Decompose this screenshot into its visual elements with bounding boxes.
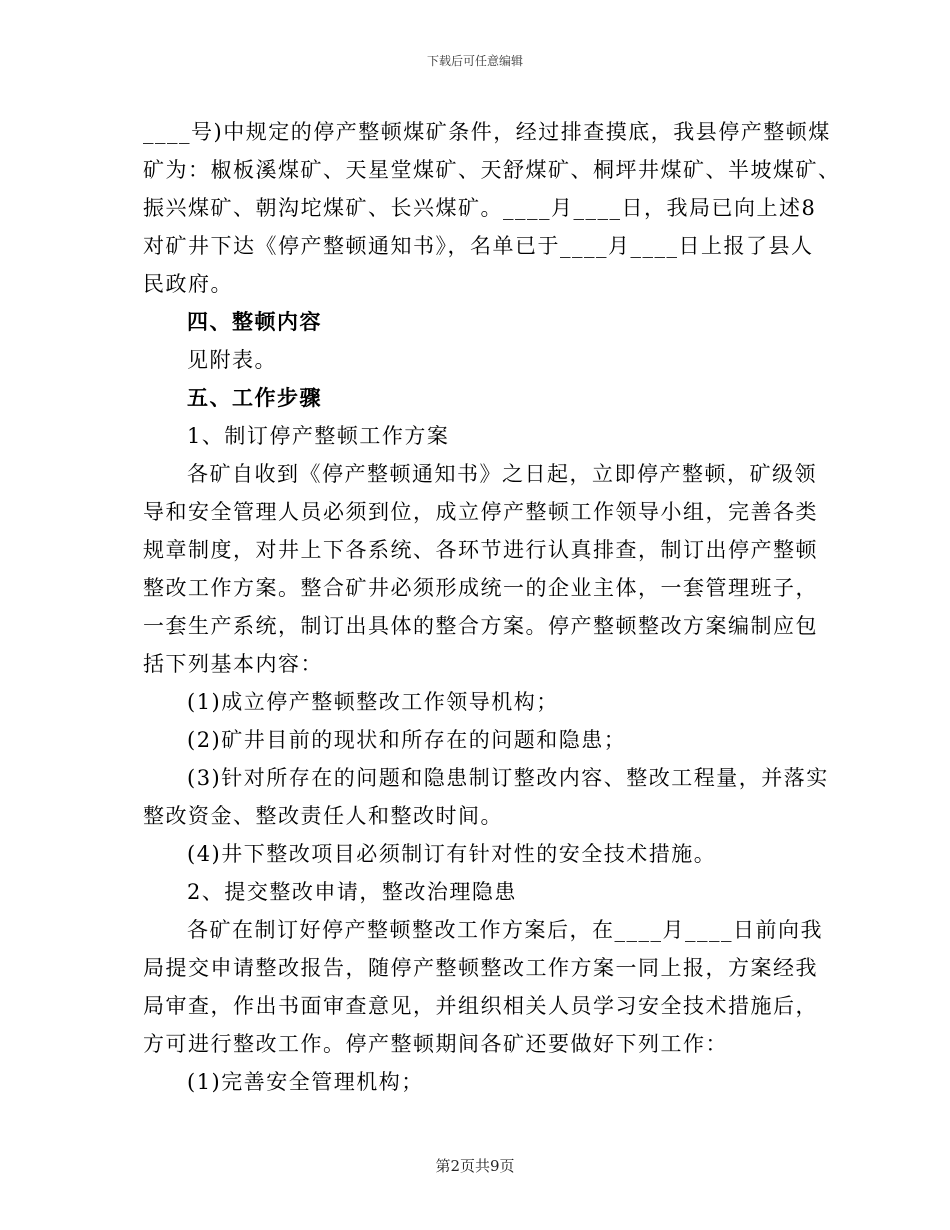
list-item-continuation: 整改资金、整改责任人和整改时间。 [143, 804, 503, 828]
paragraph-line: 整改工作方案。整合矿井必须形成统一的企业主体，一套管理班子， [143, 576, 818, 600]
page-header: 下载后可任意编辑 [426, 54, 523, 68]
paragraph-line: 各矿自收到《停产整顿通知书》之日起，立即停产整顿，矿级领 [187, 462, 817, 486]
document-body [143, 113, 841, 1101]
list-item: (2)矿井目前的现状和所存在的问题和隐患； [187, 728, 627, 752]
list-item: (1)成立停产整顿整改工作领导机构； [187, 690, 559, 714]
list-item: (1)完善安全管理机构； [187, 1070, 424, 1094]
paragraph-line: ____号)中规定的停产整顿煤矿条件，经过排查摸底，我县停产整顿煤 [143, 120, 831, 144]
paragraph-line: 导和安全管理人员必须到位，成立停产整顿工作领导小组，完善各类 [143, 500, 818, 524]
subsection-heading: 1、制订停产整顿工作方案 [187, 424, 450, 448]
paragraph-line: 括下列基本内容： [143, 652, 323, 676]
paragraph-line: 各矿在制订好停产整顿整改工作方案后，在____月____日前向我 [187, 918, 823, 942]
paragraph-line: 矿为：椒板溪煤矿、天星堂煤矿、天舒煤矿、桐坪井煤矿、半坡煤矿、 [143, 158, 841, 182]
subsection-heading: 2、提交整改申请，整改治理隐患 [187, 880, 517, 904]
paragraph-line: 振兴煤矿、朝沟坨煤矿、长兴煤矿。____月____日，我局已向上述8 [143, 196, 817, 220]
list-item: (4)井下整改项目必须制订有针对性的安全技术措施。 [187, 842, 717, 866]
section-heading: 四、整顿内容 [187, 309, 322, 334]
section-heading: 五、工作步骤 [187, 385, 322, 410]
paragraph-line: 局审查，作出书面审查意见，并组织相关人员学习安全技术措施后， [143, 994, 818, 1018]
paragraph-line: 民政府。 [143, 272, 233, 296]
paragraph-line: 对矿井下达《停产整顿通知书》，名单已于____月____日上报了县人 [143, 234, 814, 258]
paragraph-line: 见附表。 [187, 348, 277, 372]
paragraph-line: 局提交申请整改报告，随停产整顿整改工作方案一同上报，方案经我 [143, 956, 818, 980]
paragraph-line: 方可进行整改工作。停产整顿期间各矿还要做好下列工作： [143, 1032, 728, 1056]
list-item: (3)针对所存在的问题和隐患制订整改内容、整改工程量，并落实 [187, 766, 829, 790]
paragraph-line: 规章制度，对井上下各系统、各环节进行认真排查，制订出停产整顿 [143, 538, 818, 562]
paragraph-line: 一套生产系统，制订出具体的整合方案。停产整顿整改方案编制应包 [143, 614, 818, 638]
page-footer: 第2页共9页 [435, 1157, 515, 1175]
